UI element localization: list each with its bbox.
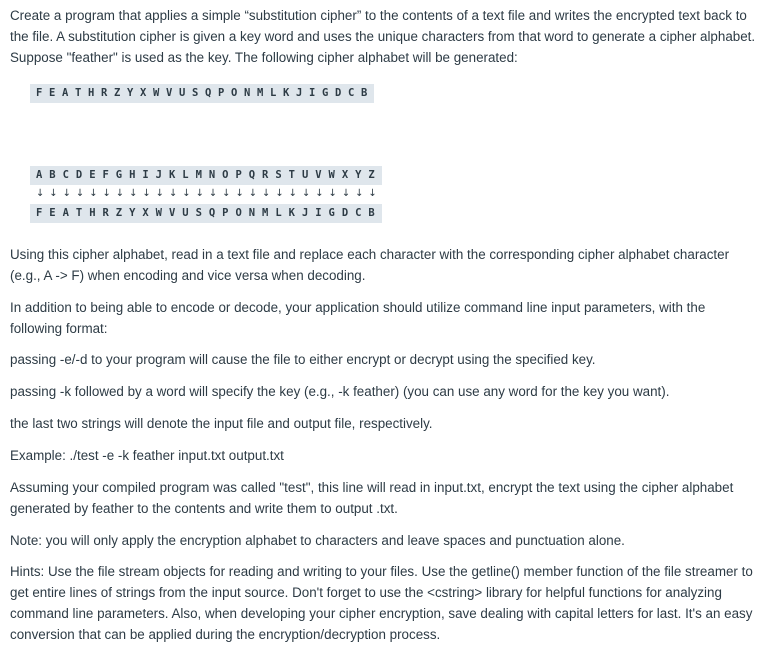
plain-alphabet-strip: [30, 166, 382, 185]
cipher-letter-18: L: [270, 87, 277, 99]
mapped-cipher-letter-2: A: [62, 207, 69, 219]
cipher-letter-17: M: [257, 87, 264, 99]
mapped-cipher-letter-4: H: [89, 207, 96, 219]
plain-letter-17: R: [262, 169, 269, 181]
mapped-cipher-letter-19: K: [288, 207, 295, 219]
down-arrow-icon: ↓: [275, 188, 284, 199]
mapped-cipher-letter-6: Z: [115, 207, 123, 219]
plain-letter-15: P: [235, 169, 242, 181]
plain-letter-8: I: [142, 169, 149, 181]
down-arrow-icon: ↓: [315, 188, 324, 199]
down-arrow-icon: ↓: [182, 188, 191, 199]
plain-letter-0: A: [36, 169, 43, 181]
down-arrow-icon: ↓: [62, 188, 71, 199]
plain-letter-2: C: [62, 169, 69, 181]
files-paragraph: the last two strings will denote the input file and output file, respectively.: [10, 416, 433, 431]
plain-letter-13: N: [208, 169, 216, 181]
flag-k-paragraph: passing -k followed by a word will specify the key (e.g., -k feather) (you can use any word for the key you want).: [10, 384, 670, 399]
plain-letter-23: X: [341, 169, 349, 181]
plain-letter-11: L: [182, 169, 189, 181]
cipher-letter-13: Q: [205, 87, 212, 99]
down-arrow-icon: ↓: [368, 188, 377, 199]
plain-letter-6: G: [115, 169, 123, 181]
hints-paragraph: Hints: Use the file stream objects for reading and writing to your files. Use the getline() member function of the file streamer to get entire lines of strings from the input source. Don't forget to use the <cstring> library for helpful functions for analyzing command line parameters. Also, when developing your cipher encryption, save dealing with capital letters for last. It's an easy conversion that can be applied during the encryption/decryption process.: [10, 564, 753, 642]
plain-letter-25: Z: [368, 169, 375, 181]
plain-letter-5: F: [102, 169, 109, 181]
cipher-letter-5: R: [101, 87, 108, 99]
down-arrow-icon: ↓: [235, 188, 244, 199]
note-paragraph: Note: you will only apply the encryption alphabet to characters and leave spaces and punctuation alone.: [10, 533, 625, 548]
mapped-cipher-letter-14: P: [222, 207, 229, 219]
down-arrow-icon: ↓: [129, 188, 138, 199]
plain-letter-4: E: [89, 169, 96, 181]
cipher-letter-21: I: [309, 87, 316, 99]
down-arrow-icon: ↓: [355, 188, 364, 199]
cipher-alphabet-mapping-strip: [30, 204, 382, 223]
mapped-cipher-letter-25: B: [368, 207, 375, 219]
plain-letter-14: O: [222, 169, 229, 181]
assuming-paragraph: Assuming your compiled program was called "test", this line will read in input.txt, encrypt the text using the cipher alphabet generated by feather to the contents and write them to output .txt.: [10, 480, 734, 516]
mapped-cipher-letter-11: U: [182, 207, 189, 219]
cipher-letter-22: G: [322, 87, 329, 99]
cipher-letter-3: T: [75, 87, 82, 99]
down-arrow-icon: ↓: [248, 188, 258, 199]
down-arrow-icon: ↓: [89, 188, 98, 199]
plain-letter-18: S: [275, 169, 282, 181]
down-arrow-icon: ↓: [36, 188, 45, 199]
down-arrow-icon: ↓: [102, 188, 111, 199]
mapped-cipher-letter-9: W: [155, 207, 162, 219]
mapped-cipher-letter-7: Y: [129, 207, 136, 219]
mapped-cipher-letter-22: G: [328, 207, 335, 219]
mapped-cipher-letter-16: N: [248, 207, 256, 219]
down-arrow-icon: ↓: [262, 188, 271, 199]
mapped-cipher-letter-23: D: [341, 207, 349, 219]
cipher-letter-6: Z: [114, 87, 121, 99]
plain-letter-24: Y: [355, 169, 362, 181]
plain-letter-9: J: [155, 169, 162, 181]
mapped-cipher-letter-5: R: [102, 207, 109, 219]
cipher-letter-8: X: [140, 87, 147, 99]
cipher-letter-15: O: [231, 87, 238, 99]
down-arrow-icon: ↓: [155, 188, 165, 199]
down-arrow-icon: ↓: [288, 188, 298, 199]
plain-letter-7: H: [129, 169, 136, 181]
down-arrow-icon: ↓: [301, 188, 311, 199]
down-arrow-icon: ↓: [75, 188, 85, 199]
usage-paragraph: Using this cipher alphabet, read in a text file and replace each character with the corresponding cipher alphabet character (e.g., A -> F) when encoding and vice versa when decoding.: [10, 247, 730, 283]
plain-letter-19: T: [288, 169, 295, 181]
cipher-letter-23: D: [335, 87, 342, 99]
down-arrow-icon: ↓: [208, 188, 218, 199]
mapped-cipher-letter-10: V: [168, 207, 176, 219]
cipher-letter-4: H: [88, 87, 95, 99]
plain-letter-3: D: [75, 169, 83, 181]
plain-letter-16: Q: [248, 169, 256, 181]
cipher-letter-12: S: [192, 87, 199, 99]
cipher-letter-16: N: [244, 87, 251, 99]
mapped-cipher-letter-21: I: [315, 207, 322, 219]
down-arrow-icon: ↓: [142, 188, 151, 199]
cipher-letter-14: P: [218, 87, 225, 99]
down-arrow-icon: ↓: [115, 188, 125, 199]
cipher-letter-24: C: [348, 87, 355, 99]
cipher-letter-1: E: [49, 87, 56, 99]
mapped-cipher-letter-17: M: [262, 207, 269, 219]
plain-letter-12: M: [195, 169, 202, 181]
mapped-cipher-letter-12: S: [195, 207, 202, 219]
mapping-arrows: [30, 186, 382, 201]
down-arrow-icon: ↓: [168, 188, 178, 199]
mapped-cipher-letter-20: J: [301, 207, 309, 219]
mapped-cipher-letter-3: T: [75, 207, 83, 219]
cipher-letter-9: W: [153, 87, 160, 99]
flag-ed-paragraph: passing -e/-d to your program will cause the file to either encrypt or decrypt using the specified key.: [10, 352, 596, 367]
mapped-cipher-letter-1: E: [49, 207, 56, 219]
cipher-letter-2: A: [62, 87, 69, 99]
cipher-letter-10: V: [166, 87, 173, 99]
down-arrow-icon: ↓: [328, 188, 337, 199]
plain-letter-20: U: [301, 169, 309, 181]
mapped-cipher-letter-0: F: [36, 207, 43, 219]
cipher-letter-7: Y: [127, 87, 134, 99]
mapped-cipher-letter-8: X: [142, 207, 149, 219]
down-arrow-icon: ↓: [195, 188, 204, 199]
intro-paragraph: Create a program that applies a simple “substitution cipher” to the contents of a text file and writes the encrypted text back to the file. A substitution cipher is given a key word and uses the unique characters from that word to generate a cipher alphabet. Suppose "feather" is used as the key. The following cipher alphabet will be generated:: [10, 8, 756, 65]
plain-letter-22: W: [328, 169, 335, 181]
mapped-cipher-letter-15: O: [235, 207, 242, 219]
mapped-cipher-letter-24: C: [355, 207, 362, 219]
cipher-letter-25: B: [361, 87, 368, 99]
plain-letter-1: B: [49, 169, 56, 181]
example-paragraph: Example: ./test -e -k feather input.txt output.txt: [10, 448, 284, 463]
cipher-letter-0: F: [36, 87, 43, 99]
down-arrow-icon: ↓: [222, 188, 231, 199]
plain-letter-21: V: [315, 169, 322, 181]
plain-letter-10: K: [168, 169, 176, 181]
mapped-cipher-letter-13: Q: [208, 207, 216, 219]
down-arrow-icon: ↓: [49, 188, 58, 199]
mapped-cipher-letter-18: L: [275, 207, 282, 219]
cmdline-paragraph: In addition to being able to encode or decode, your application should utilize command line input parameters, with the following format:: [10, 300, 706, 336]
cipher-letter-11: U: [179, 87, 186, 99]
down-arrow-icon: ↓: [341, 188, 351, 199]
cipher-letter-19: K: [283, 87, 290, 99]
cipher-letter-20: J: [296, 87, 303, 99]
cipher-alphabet-strip: [30, 84, 374, 103]
